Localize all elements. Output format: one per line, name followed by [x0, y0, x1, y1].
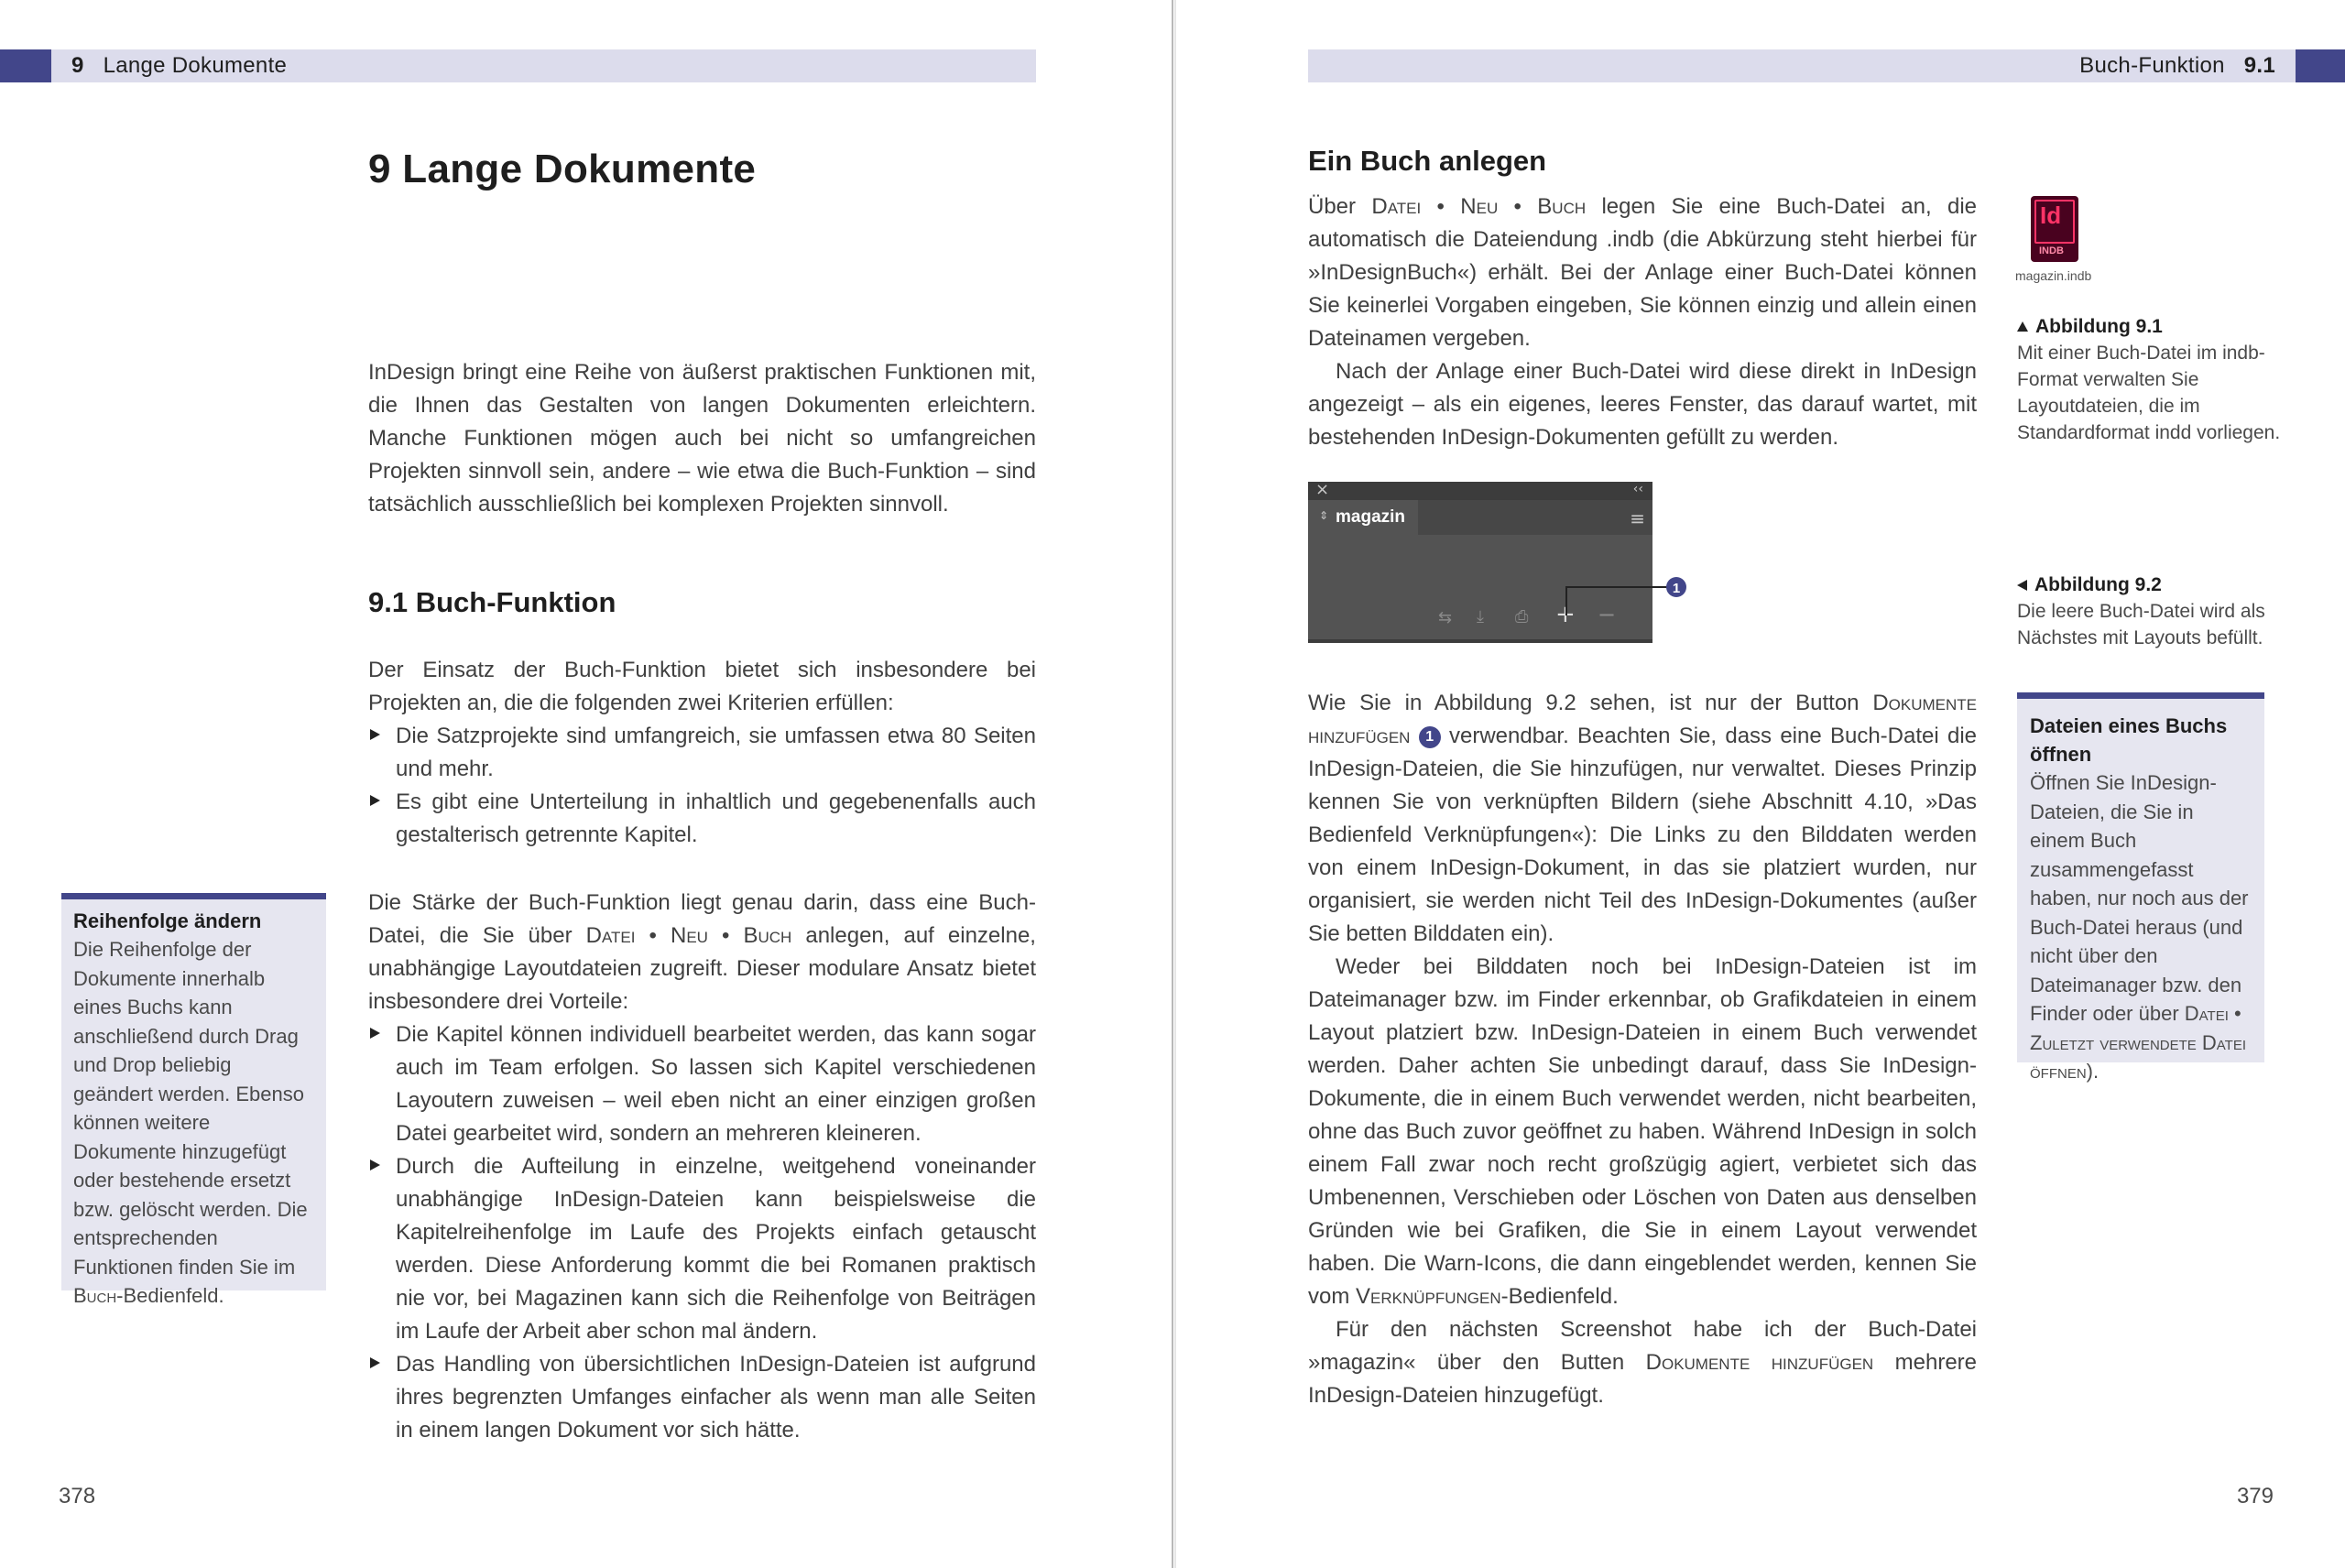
criteria-list — [368, 720, 1036, 852]
page-gutter-shadow — [1174, 0, 1176, 1568]
sidebox-title: Reihenfolge ändern — [73, 909, 262, 932]
section-paragraph-1: Der Einsatz der Buch-Funktion bietet sich insbesondere bei Projekten an, die die folgenden zwei Kriterien erfüllen: — [368, 658, 1036, 715]
panel-menu-icon[interactable]: ≡ — [1630, 507, 1645, 529]
header-chapter-number: 9 — [71, 53, 84, 78]
sidebox-dateien-oeffnen — [2017, 692, 2264, 1083]
chapter-heading: 9 Lange Dokumente — [368, 147, 757, 191]
list-item: Das Handling von übersichtlichen InDesign-Dateien ist aufgrund ihres begrenzten Umfanges einfacher als wenn man alle Seiten in einem langen Dokument vor sich hätte. — [368, 1348, 1036, 1447]
header-accent-block-right — [2296, 49, 2345, 82]
sidebox-title: Dateien eines Buchs öffnen — [2030, 714, 2228, 766]
sidebox-text: Die Reihenfolge der Dokumente innerhalb eines Buchs kann anschließend durch Drag und Drop beliebig geändert werden. Ebenso können weitere Dokumente hinzugefügt oder bestehende ersetzt bzw. gelöscht werden. Die entsprechenden Funktionen finden Sie im Buch-Bedienfeld. — [73, 938, 308, 1307]
sidebox-reihenfolge — [61, 893, 326, 1307]
list-item: Die Kapitel können individuell bearbeitet werden, das kann sogar auch im Team erfolgen. So lassen sich Kapitel verschiedenen Layoutern zuweisen – weil eben nicht an einer einzigen großen Datei gearbeitet wird, sondern an mehreren kleineren. — [368, 1018, 1036, 1150]
running-header-left-text — [71, 49, 287, 82]
bullet-triangle-icon — [370, 729, 380, 740]
header-accent-block — [0, 49, 51, 82]
add-documents-icon[interactable]: + — [1555, 601, 1576, 628]
panel-tab[interactable] — [1308, 500, 1418, 535]
callout-number: 1 — [1672, 581, 1681, 596]
callout-marker: 1 — [1419, 726, 1441, 748]
right-paragraph-1: Über Datei • Neu • Buch legen Sie eine Buch-Datei an, die automatisch die Dateiendung .indb (die Abkürzung steht hierbei für »InDesignBuch«) erhält. Bei der Anlage einer Buch-Datei können Sie keinerlei Vorgaben eingeben, Sie können einzig und allein einen Dateinamen vergeben. Nach der Anlage einer Buch-Datei wird diese direkt in InDesign angezeigt – als ein eigenes, leeres Fenster, das darauf wartet, mit bestehenden InDesign-Dokumenten gefüllt zu werden. — [1308, 194, 1978, 450]
tab-arrows-icon: ⇕ — [1319, 509, 1329, 522]
list-item: Es gibt eine Unterteilung in inhaltlich und gegebenenfalls auch gestalterisch getrennte Kapitel. — [368, 786, 1036, 852]
bullet-triangle-icon — [370, 1357, 380, 1368]
triangle-up-icon — [2017, 321, 2028, 332]
bullet-triangle-icon — [370, 1160, 380, 1171]
intro-paragraph: InDesign bringt eine Reihe von äußerst praktischen Funktionen mit, die Ihnen das Gestalten von langen Dokumenten erleichtern. Manche Funktionen mögen auch bei nicht so umfangreichen Projekten sinnvoll sein, andere – wie etwa die Buch-Funktion – sind tatsächlich ausschließlich bei komplexen Projekten sinnvoll. — [368, 360, 1036, 517]
panel-titlebar — [1308, 482, 1652, 500]
list-item: Die Satzprojekte sind umfangreich, sie umfassen etwa 80 Seiten und mehr. — [368, 720, 1036, 786]
panel-tab-label: magazin — [1336, 507, 1406, 527]
subsection-heading: Ein Buch anlegen — [1308, 145, 1547, 177]
caption-figure-9-1: Abbildung 9.1 Mit einer Buch-Datei im indb-Format verwalten Sie Layoutdateien, die im Standardformat indd vorliegen. — [2017, 316, 2281, 443]
page-number-right: 379 — [2236, 1484, 2274, 1508]
header-section-title: Buch-Funktion — [2079, 53, 2225, 78]
remove-document-icon: − — [1598, 602, 1617, 627]
save-book-icon: ⤓ — [1477, 607, 1484, 626]
list-item: Durch die Aufteilung in einzelne, weitgehend voneinander unabhängige InDesign-Dateien kann beispielsweise die Kapitelreihenfolge im Laufe des Projekts einfach getauscht werden. Diese Anforderung kommt die bei Romanen praktisch nie vor, bei Magazinen kann sich die Reihenfolge von Beiträgen im Laufe der Arbeit aber schon mal ändern. — [368, 1150, 1036, 1348]
print-icon: ⎙ — [1515, 607, 1529, 626]
section-heading: 9.1 Buch-Funktion — [368, 586, 616, 618]
panel-tabbar — [1418, 500, 1652, 535]
sync-icon: ⇆ — [1438, 608, 1453, 627]
file-icon-label: magazin.indb — [2015, 268, 2092, 283]
page-gutter — [1172, 0, 1173, 1568]
caption-figure-9-2: Abbildung 9.2 Die leere Buch-Datei wird als Nächstes mit Layouts befüllt. — [2017, 574, 2265, 648]
right-paragraph-3: Wie Sie in Abbildung 9.2 sehen, ist nur der Button Dokumente hinzufügen 1 verwendbar. Beachten Sie, dass eine Buch-Datei die InDesign-Dateien, die Sie hinzufügen, nur verwaltet. Dieses Prinzip kennen Sie von verknüpften Bildern (siehe Abschnitt 4.10, »Das Bedienfeld Verknüpfungen«): Die Links zu den Bilddaten werden von einem InDesign-Dokument, in das sie platziert wurden, nur organisiert, sie werden nicht Teil des InDesign-Dokumentes (außer Sie betten Bilddaten ein). Weder bei Bilddaten noch bei InDesign-Dateien ist im Dateimanager bzw. im Finder erkennbar, ob Grafikdateien in einem Layout platziert bzw. InDesign-Dateien in einem Buch verwendet werden. Daher achten Sie unbedingt darauf, dass Sie InDesign-Dokumente, die in einem Buch verwendet werden, nicht bearbeiten, ohne das Buch zuvor geöffnet zu haben. Während InDesign in solch einem Fall zwar noch recht großzügig agiert, verbietet sich das Umbenennen, Verschieben oder Löschen von Daten aus denselben Gründen wie bei Grafiken, die Sie in einem Layout verwendet haben. Die Warn-Icons, die dann eingeblendet werden, kennen Sie vom Verknüpfungen-Bedienfeld. Für den nächsten Screenshot habe ich der Buch-Datei »magazin« über den Butten Dokumente hinzufügen mehrere InDesign-Dateien hinzugefügt. — [1308, 691, 1978, 1408]
running-header-right-text — [2079, 49, 2275, 82]
triangle-left-icon — [2017, 580, 2027, 591]
bullet-triangle-icon — [370, 795, 380, 806]
bullet-triangle-icon — [370, 1028, 380, 1039]
header-section-number: 9.1 — [2243, 53, 2275, 78]
section-paragraph-2: Die Stärke der Buch-Funktion liegt genau darin, dass eine Buch-Datei, die Sie über Datei • Neu • Buch anlegen, auf einzelne, unabhängige Layoutdateien zugreift. Dieser modulare Ansatz bietet insbesondere drei Vorteile: — [368, 890, 1036, 1014]
indb-ext: INDB — [2039, 245, 2064, 256]
header-chapter-title: Lange Dokumente — [103, 53, 288, 78]
panel-footer — [1308, 639, 1652, 643]
sidebox-text: Öffnen Sie InDesign-Dateien, die Sie in einem Buch zusammengefasst haben, nur noch aus der Buch-Datei heraus (und nicht über den Dateimanager bzw. den Finder oder über Datei • Zuletzt verwendete Datei öffnen). — [2030, 771, 2249, 1083]
close-icon[interactable]: × — [1315, 480, 1330, 499]
collapse-icon[interactable]: ‹‹ — [1632, 482, 1643, 496]
indb-glyph: Id — [2040, 201, 2062, 229]
callout-leader — [1557, 568, 1704, 632]
advantages-list — [368, 1018, 1036, 1447]
indb-file-icon — [2031, 196, 2078, 262]
page-number-left: 378 — [59, 1484, 96, 1508]
